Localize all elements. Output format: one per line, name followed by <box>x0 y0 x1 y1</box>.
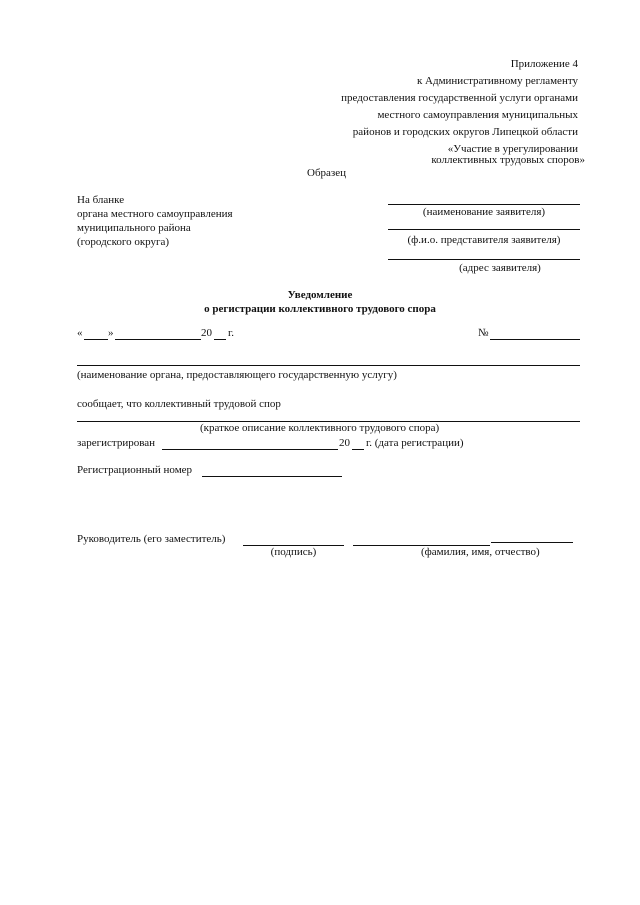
number-line <box>490 339 580 340</box>
blank-line-4: (городского округа) <box>77 236 170 248</box>
organ-caption: (наименование органа, предоставляющего государственную услугу) <box>77 369 397 381</box>
title-line-2: о регистрации коллективного трудового спора <box>204 303 436 315</box>
reports-text: сообщает, что коллективный трудовой спор <box>77 398 281 410</box>
title-line-1: Уведомление <box>287 289 353 301</box>
date-year-prefix: 20 <box>201 327 212 339</box>
date-month-line <box>115 339 201 340</box>
registered-year-line <box>352 449 364 450</box>
applicant-rep-line <box>388 229 580 230</box>
appendix-line-4: местного самоуправления муниципальных <box>377 109 578 121</box>
date-day-line <box>84 339 108 340</box>
date-open-quote: « <box>77 327 83 339</box>
reg-number-label: Регистрационный номер <box>77 464 193 476</box>
applicant-rep-caption: (ф.и.о. представителя заявителя) <box>407 234 561 246</box>
blank-line-2: органа местного самоуправления <box>77 208 233 220</box>
fio-line-b <box>491 542 573 543</box>
applicant-address-caption: (адрес заявителя) <box>459 262 541 274</box>
registered-suffix: г. (дата регистрации) <box>366 437 464 449</box>
registered-date-line <box>162 449 338 450</box>
appendix-line-7: коллективных трудовых споров» <box>431 154 585 166</box>
appendix-line-2: к Административному регламенту <box>416 75 578 87</box>
applicant-name-caption: (наименование заявителя) <box>422 206 546 218</box>
applicant-address-line <box>388 259 580 260</box>
date-year-suffix: г. <box>228 327 235 339</box>
date-year-line <box>214 339 226 340</box>
fio-caption: (фамилия, имя, отчество) <box>421 546 540 558</box>
signature-caption: (подпись) <box>270 546 317 558</box>
dispute-caption: (краткое описание коллективного трудового спора) <box>200 422 440 434</box>
registered-label: зарегистрирован <box>77 437 156 449</box>
appendix-line-5: районов и городских округов Липецкой области <box>352 126 578 138</box>
registered-year-prefix: 20 <box>339 437 350 449</box>
blank-line-1: На бланке <box>77 194 125 206</box>
head-label: Руководитель (его заместитель) <box>77 533 226 545</box>
organ-line <box>77 365 580 366</box>
appendix-line-1: Приложение 4 <box>510 58 578 70</box>
blank-line-3: муниципального района <box>77 222 191 234</box>
number-sign: № <box>478 327 489 339</box>
sample-label: Образец <box>307 167 347 179</box>
appendix-line-6: «Участие в урегулировании <box>447 143 578 155</box>
applicant-name-line <box>388 204 580 205</box>
date-close-quote: » <box>108 327 114 339</box>
reg-number-line <box>202 476 342 477</box>
appendix-line-3: предоставления государственной услуги органами <box>341 92 578 104</box>
